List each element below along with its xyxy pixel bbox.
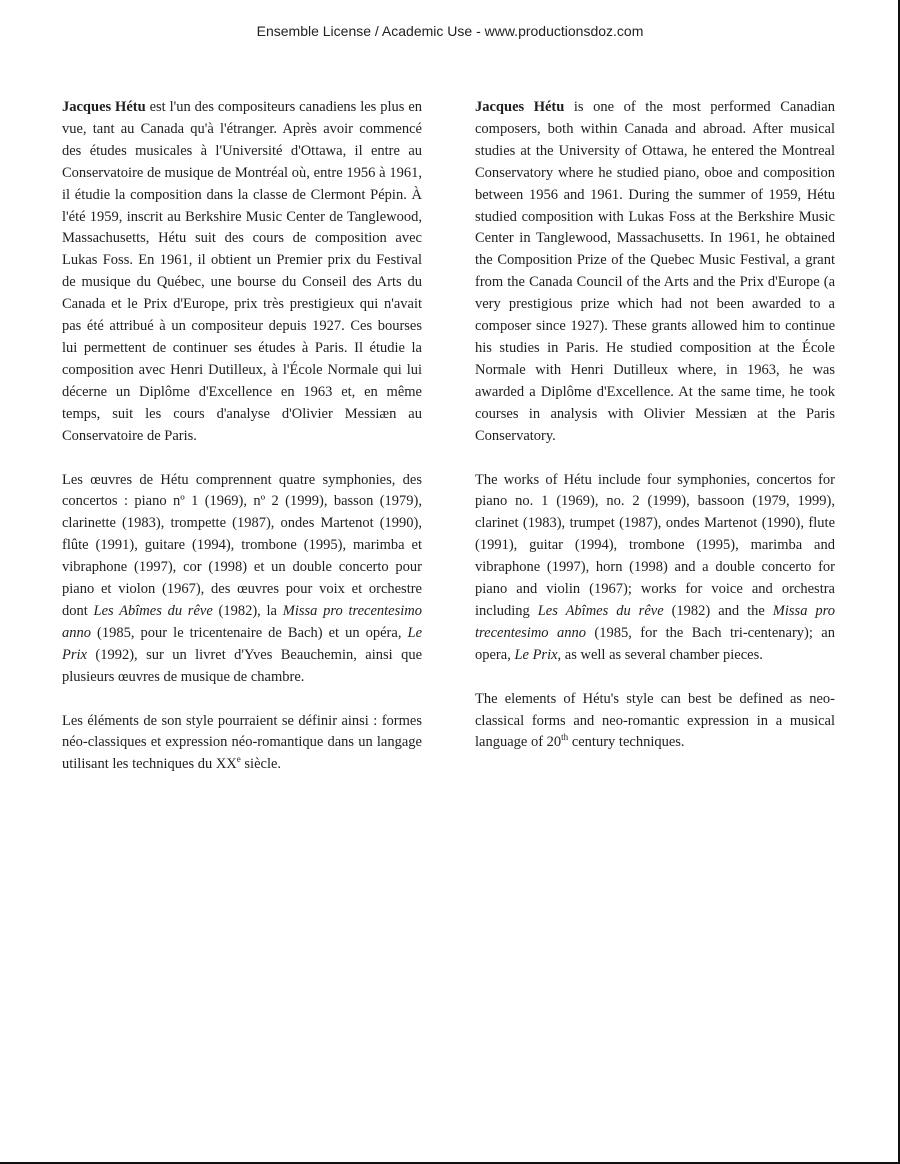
style-text: century techniques. bbox=[568, 734, 685, 751]
french-paragraph-works bbox=[62, 470, 422, 689]
composer-name: Jacques Hétu bbox=[475, 99, 565, 115]
french-paragraph-style bbox=[62, 711, 422, 777]
english-paragraph-style bbox=[475, 689, 835, 755]
style-text: siècle. bbox=[240, 756, 282, 773]
style-text: The elements of Hétu's style can best be defined as neo-classical forms and neo-romantic expression in a musical language of 20 bbox=[475, 690, 835, 751]
works-text: (1985, for the Bach tri-centenary); an opera, bbox=[475, 624, 835, 663]
works-text: Les œuvres de Hétu comprennent quatre symphonies, des concertos : piano nº 1 (1969), nº 2 (1999), basson (1979), clarinette (1983), trompette (1987), ondes Martenot (1990), flûte (1991), guitare (1994), trombone (1995), marimba et vibraphone (1997), cor (1998) et un double concerto pour piano et violon (1967), des œuvres pour voix et orchestre dont bbox=[62, 471, 422, 619]
works-text: The works of Hétu include four symphonies, concertos for piano no. 1 (1969), no. 2 (1999), bassoon (1979, 1999), clarinet (1983), trumpet (1987), ondes Martenot (1990), flute (1991), guitar (1994), trombone (1995), marimba and vibraphone (1997), horn (1998) and a double concerto for piano and violin (1967); works for voice and orchestra including bbox=[475, 471, 835, 619]
work-title: Les Abîmes du rêve bbox=[93, 602, 213, 619]
english-column bbox=[475, 97, 835, 776]
english-paragraph-bio bbox=[475, 97, 835, 448]
work-title: Missa pro trecentesimo anno bbox=[62, 602, 423, 641]
english-paragraph-works bbox=[475, 470, 835, 667]
composer-name: Jacques Hétu bbox=[62, 99, 146, 115]
work-title: Le Prix bbox=[62, 624, 422, 663]
bio-text: est l'un des compositeurs canadiens les plus en vue, tant au Canada qu'à l'étranger. Après avoir commencé des études musicales à l'Université d'Ottawa, il entre au Conservatoire de musique de Montréal où, entre 1956 à 1961, il étudie la composition dans la classe de Clermont Pépin. À l'été 1959, inscrit au Berkshire Music Center de Tanglewood, Massachusetts, Hétu suit des cours de composition avec Lukas Foss. En 1961, il obtient un Premier prix du Festival de musique du Québec, une bourse du Conseil des Arts du Canada et le Prix d'Europe, prix très prestigieux qui n'avait pas été attribué à un compositeur depuis 1927. Ces bourses lui permettent de continuer ses études à Paris. Il étudie la composition avec Henri Dutilleux, à l'École Normale qui lui décerne un Diplôme d'Excellence en 1963 et, en même temps, suit les cours d'analyse d'Olivier Messiæn au Conservatoire de Paris. bbox=[62, 99, 423, 444]
work-title: Le Prix bbox=[514, 646, 558, 663]
works-text: (1982) and the bbox=[663, 602, 773, 619]
work-title: Missa pro trecentesimo anno bbox=[475, 602, 836, 641]
century-suffix: th bbox=[561, 732, 569, 743]
french-column bbox=[62, 97, 422, 798]
works-text: , as well as several chamber pieces. bbox=[557, 646, 763, 663]
works-text: (1982), la bbox=[212, 602, 283, 619]
century-suffix: e bbox=[236, 754, 241, 765]
bio-text: is one of the most performed Canadian composers, both within Canada and abroad. After musical studies at the University of Ottawa, he entered the Montreal Conservatory where he studied piano, oboe and composition between 1956 and 1961. During the summer of 1959, Hétu studied composition with Lukas Foss at the Berkshire Music Center in Tanglewood, Massachusetts. In 1961, he obtained the Composition Prize of the Quebec Music Festival, a grant from the Canada Council of the Arts and the Prix d'Europe (a very prestigious prize which had not been awarded to a composer since 1927). These grants allowed him to continue his studies in Paris. He studied composition at the École Normale with Henri Dutilleux where, in 1963, he was awarded a Diplôme d'Excellence. At the same time, he took courses in analysis with Olivier Messiæn at the Paris Conservatory. bbox=[475, 99, 835, 444]
works-text: (1985, pour le tricentenaire de Bach) et un opéra, bbox=[91, 624, 408, 641]
style-text: Les éléments de son style pourraient se définir ainsi : formes néo-classiques et expression néo-romantique dans un langage utilisant les techniques du XX bbox=[62, 712, 422, 773]
french-paragraph-bio bbox=[62, 97, 422, 448]
work-title: Les Abîmes du rêve bbox=[537, 602, 664, 619]
license-header: Ensemble License / Academic Use - www.productionsdoz.com bbox=[256, 23, 644, 39]
works-text: (1992), sur un livret d'Yves Beauchemin, ainsi que plusieurs œuvres de musique de chambre. bbox=[62, 646, 422, 685]
